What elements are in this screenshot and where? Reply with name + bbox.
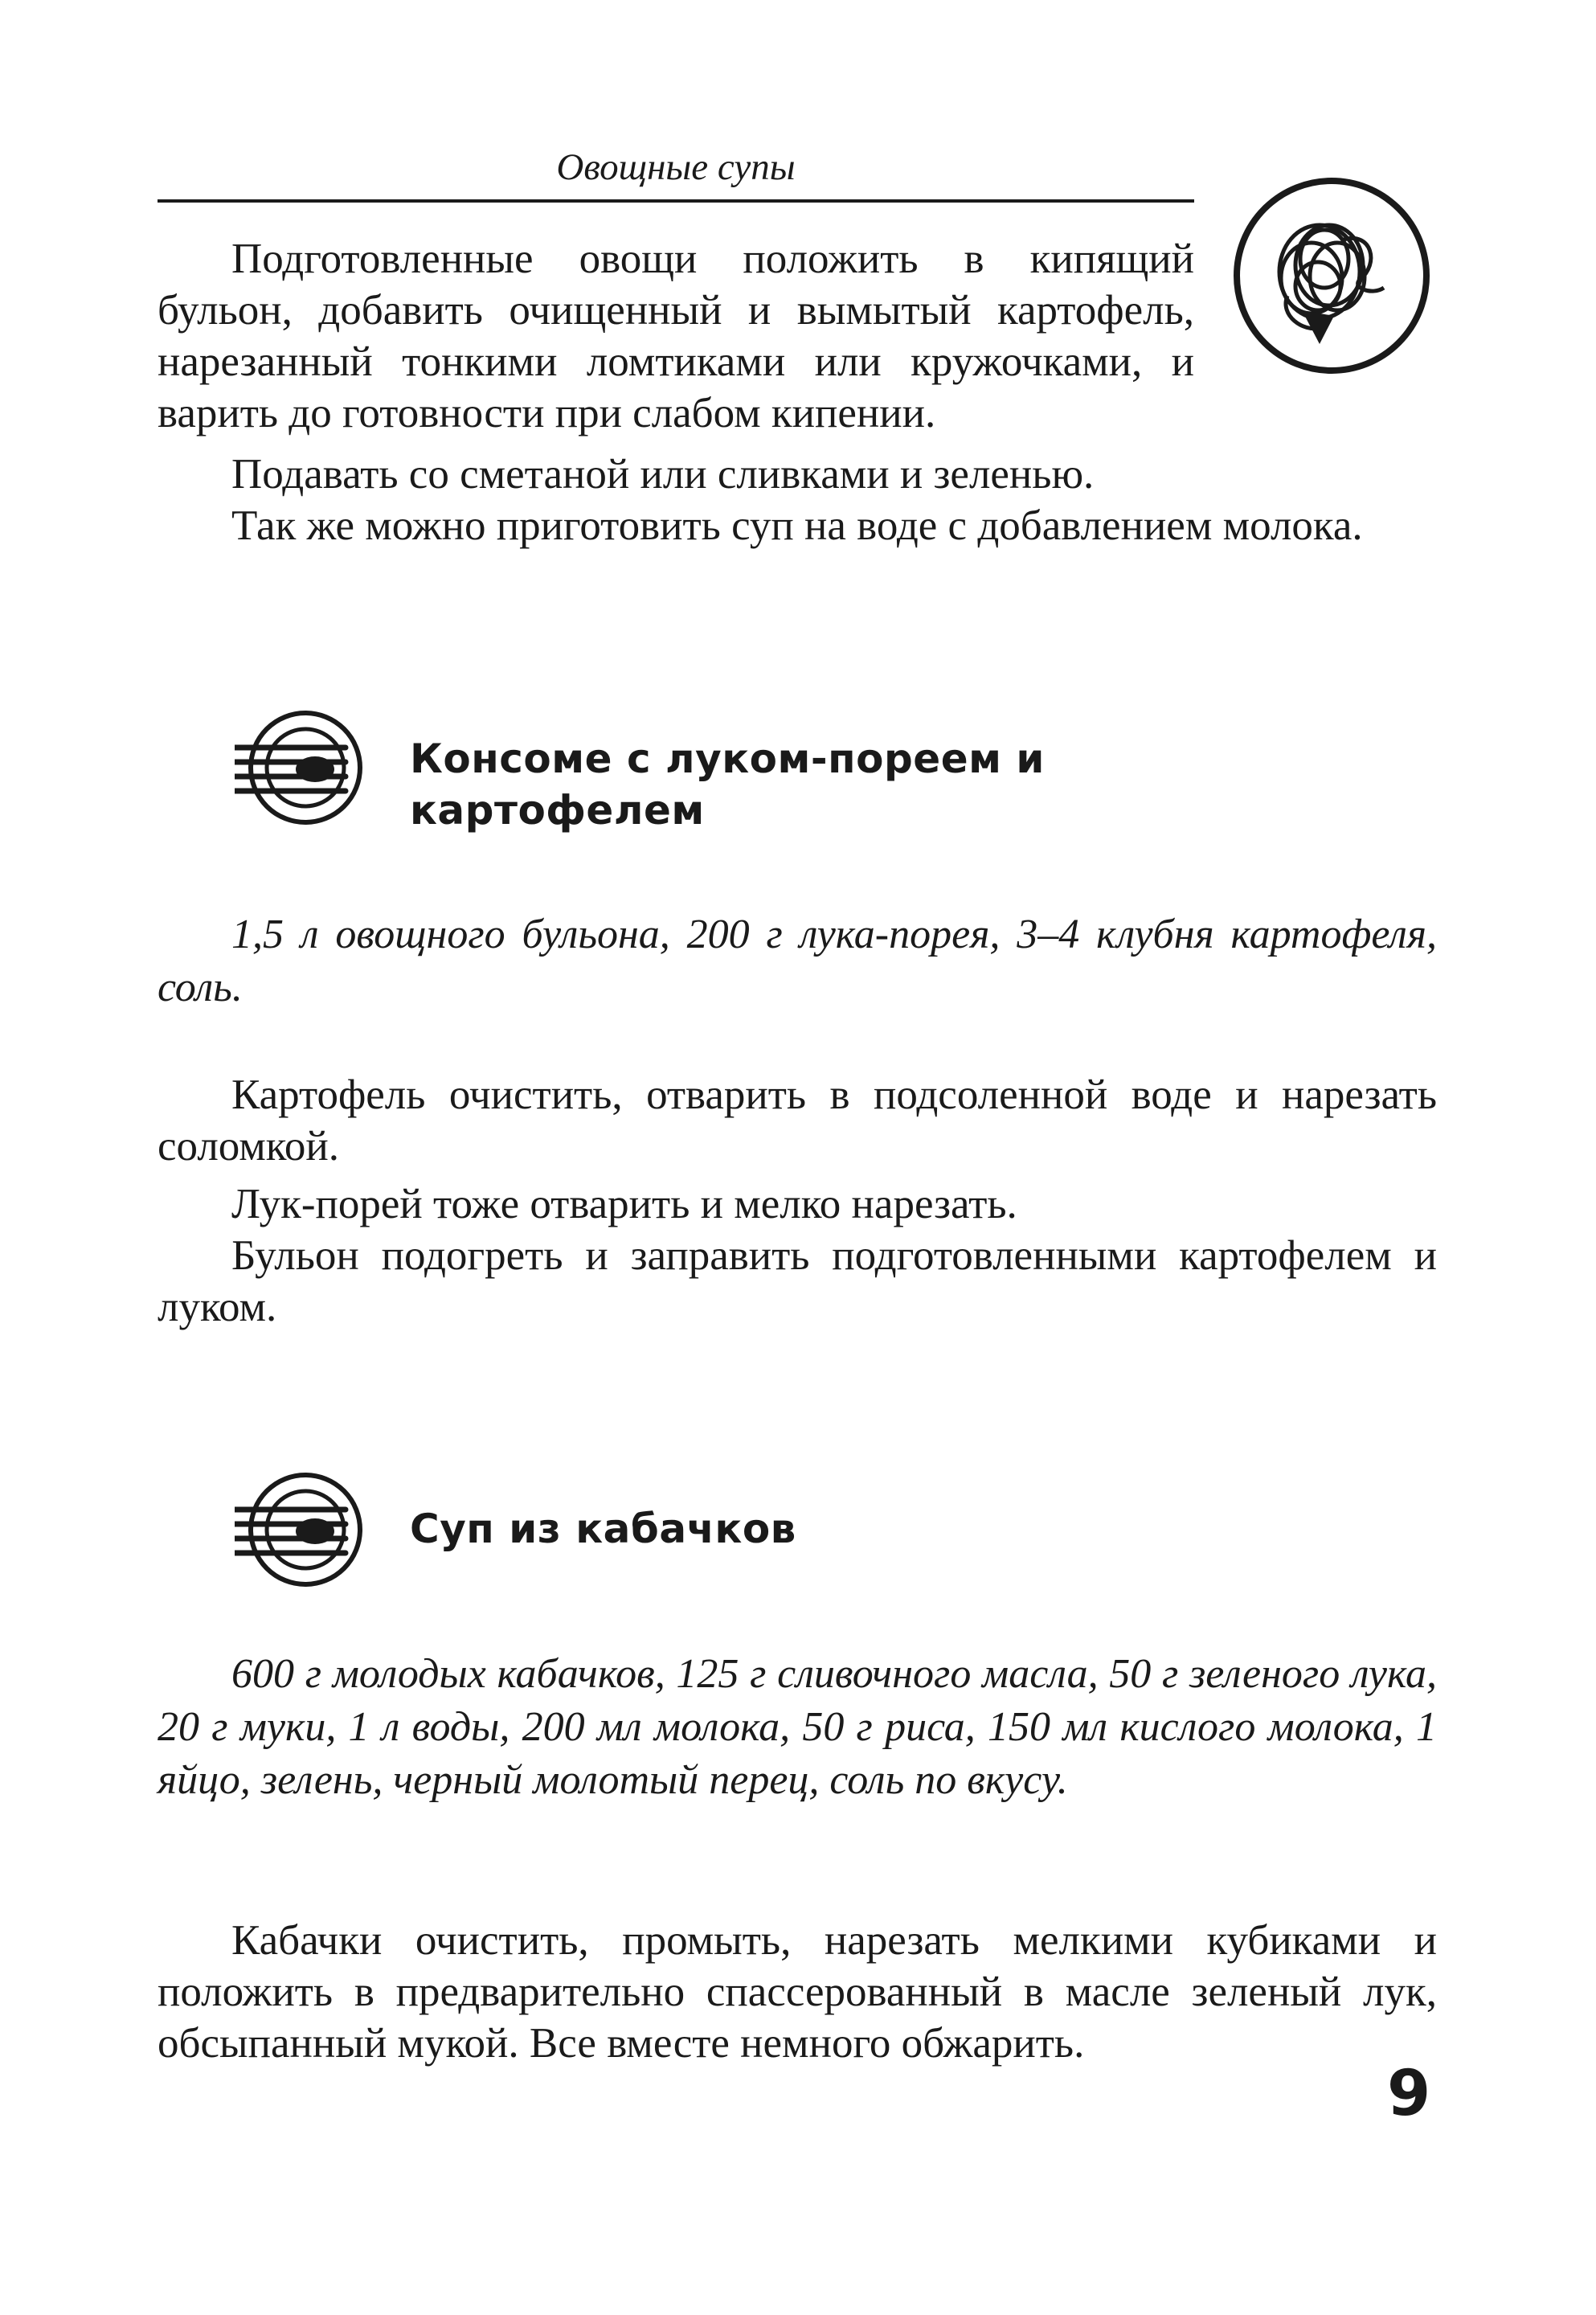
recipe-title-consomme: Консоме с луком-пореем и картофелем bbox=[410, 735, 1045, 834]
intro-paragraph-3: Так же можно приготовить суп на воде с добавлением молока. bbox=[231, 502, 1363, 549]
recipe-step-consomme-3: Бульон подогреть и заправить подготовленными картофелем и луком. bbox=[158, 1232, 1437, 1330]
recipe-title-zucchini-soup: Суп из кабачков bbox=[410, 1506, 796, 1552]
recipe-step-consomme-2: Лук-порей тоже отварить и мелко нарезать. bbox=[231, 1181, 1017, 1227]
header-rule bbox=[158, 199, 1194, 203]
noodles-plate-icon bbox=[1231, 175, 1432, 376]
page-number: 9 bbox=[1387, 2058, 1431, 2130]
plate-with-cutlery-icon bbox=[225, 1469, 370, 1590]
recipe-ingredients-consomme: 1,5 л овощного бульона, 200 г лука-порея, 3–4 клубня картофеля, соль. bbox=[158, 912, 1437, 1010]
plate-with-cutlery-icon bbox=[225, 707, 370, 828]
recipe-step-zucchini-1: Кабачки очистить, промыть, нарезать мелкими кубиками и положить в предварительно спассерованный в масле зеленый лук, обсыпанный мукой. Все вместе немного обжарить. bbox=[158, 1917, 1437, 2067]
running-head: Овощные супы bbox=[556, 146, 796, 188]
intro-paragraph-2: Подавать со сметаной или сливками и зеленью. bbox=[231, 451, 1095, 498]
intro-paragraph-1: Подготовленные овощи положить в кипящий бульон, добавить очищенный и вымытый картофель, нарезанный тонкими ломтиками или кружочками, и варить до готовности при слабом кипении. bbox=[158, 236, 1194, 436]
recipe-ingredients-zucchini-soup: 600 г молодых кабачков, 125 г сливочного масла, 50 г зеленого лука, 20 г муки, 1 л воды, 200 мл молока, 50 г риса, 150 мл кислого молока, 1 яйцо, зелень, черный молотый перец, соль по вкусу. bbox=[158, 1651, 1437, 1803]
recipe-step-consomme-1: Картофель очистить, отварить в подсоленной воде и нарезать соломкой. bbox=[158, 1071, 1437, 1170]
